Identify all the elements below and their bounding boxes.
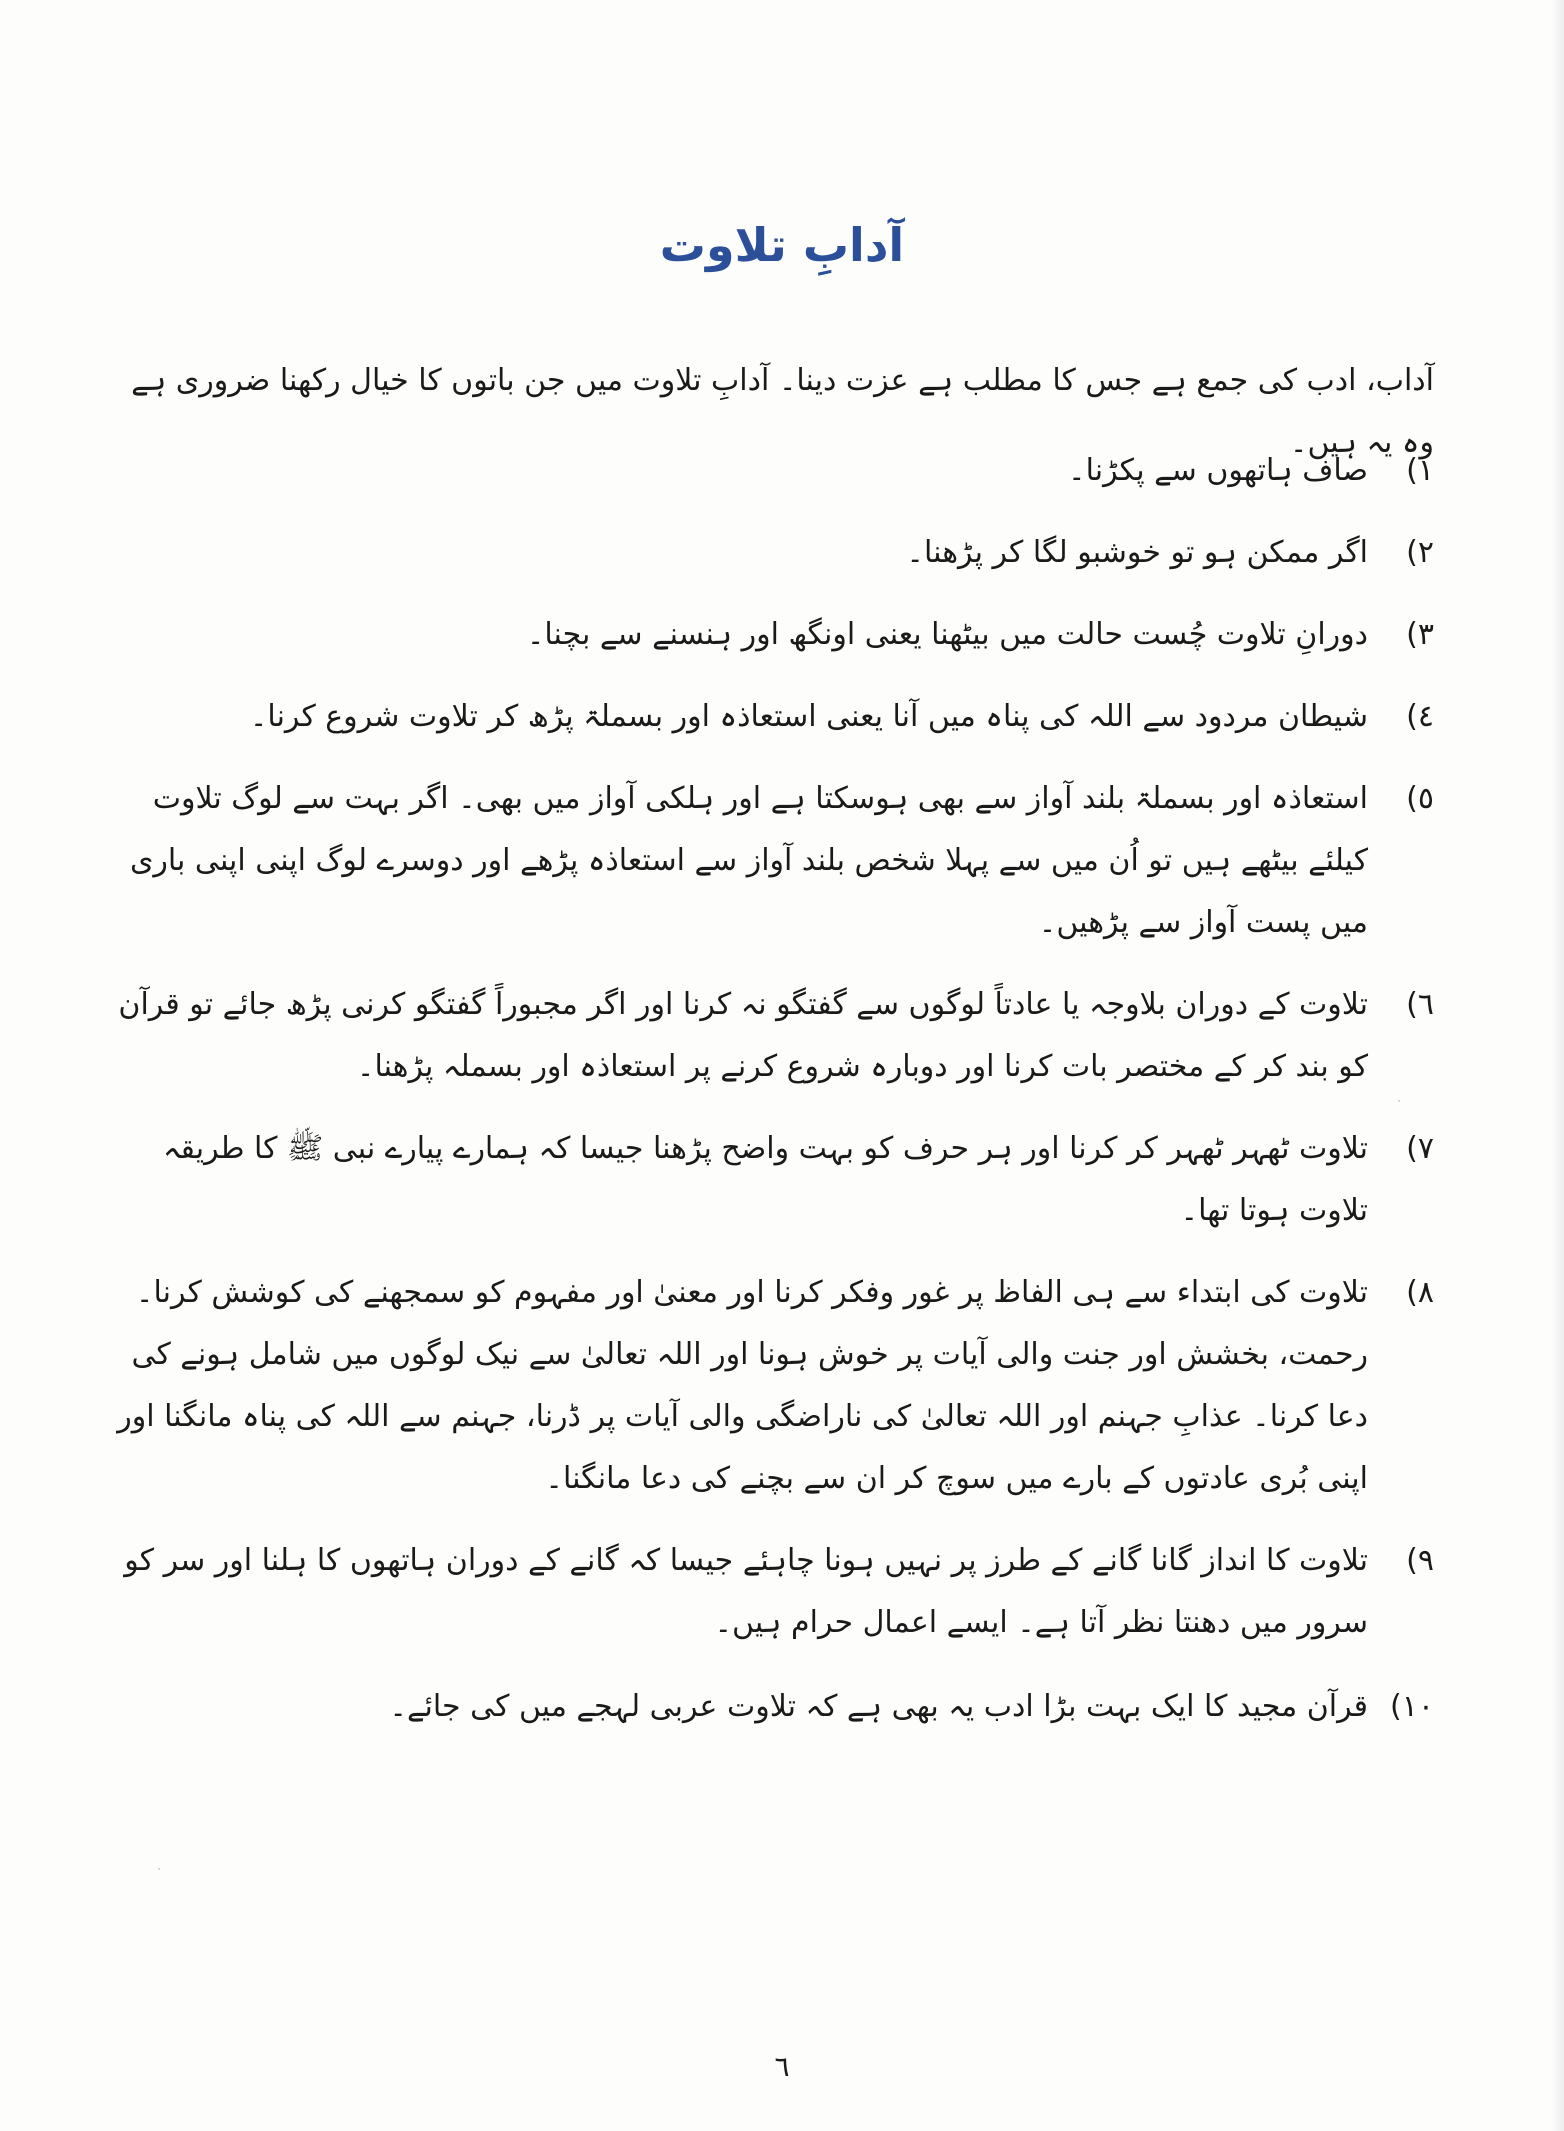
- list-item-number: ٢): [1406, 535, 1434, 570]
- list-item-number: ٣): [1406, 617, 1434, 652]
- page-edge-shadow: [1552, 0, 1564, 2131]
- page-title: آدابِ تلاوت: [659, 218, 905, 272]
- list-item: [94, 440, 1434, 502]
- intro-paragraph: آداب، ادب کی جمع ہے جس کا مطلب ہے عزت دینا۔ آدابِ تلاوت میں جن باتوں کا خیال رکھنا ضروری ہے وہ یہ ہیں۔: [131, 363, 1434, 460]
- list-item-text: صاف ہاتھوں سے پکڑنا۔: [1068, 453, 1368, 488]
- list-item: [94, 1676, 1434, 1738]
- list-item-number: ٧): [1406, 1131, 1434, 1166]
- page-number: ٦: [774, 2050, 790, 2083]
- list-item-text: اگر ممکن ہو تو خوشبو لگا کر پڑھنا۔: [906, 535, 1368, 570]
- list-item: [94, 1262, 1434, 1510]
- list-item-text: تلاوت کا انداز گانا گانے کے طرز پر نہیں ہونا چاہئے جیسا کہ گانے کے دوران ہاتھوں کا ہلنا اور سر کو سرور میں دھنتا نظر آتا ہے۔ ایسے اعمال حرام ہیں۔: [124, 1543, 1368, 1640]
- etiquette-list: [94, 440, 1434, 1760]
- list-item: [94, 522, 1434, 584]
- list-item-text: تلاوت کے دوران بلاوجہ یا عادتاً لوگوں سے گفتگو نہ کرنا اور اگر مجبوراً گفتگو کرنی پڑھ جائے تو قرآن کو بند کر کے مختصر بات کرنا اور دوبارہ شروع کرنے پر استعاذہ اور بسملہ پڑھنا۔: [118, 987, 1368, 1084]
- list-item-text: تلاوت کی ابتداء سے ہی الفاظ پر غور وفکر کرنا اور معنیٰ اور مفہوم کو سمجھنے کی کوشش کرنا۔ رحمت، بخشش اور جنت والی آیات پر خوش ہونا اور اللہ تعالیٰ سے نیک لوگوں میں شامل ہونے کی دعا کرنا۔ عذابِ جہنم اور اللہ تعالیٰ کی ناراضگی والی آیات پر ڈرنا، جہنم سے اللہ کی پناہ مانگنا اور اپنی بُری عادتوں کے بارے میں سوچ کر ان سے بچنے کی دعا مانگنا۔: [117, 1275, 1368, 1496]
- list-item-text: استعاذہ اور بسملۃ بلند آواز سے بھی ہوسکتا ہے اور ہلکی آواز میں بھی۔ اگر بہت سے لوگ تلاوت کیلئے بیٹھے ہیں تو اُن میں سے پہلا شخص بلند آواز سے استعاذہ پڑھے اور دوسرے لوگ اپنی اپنی باری میں پست آواز سے پڑھیں۔: [129, 781, 1368, 940]
- list-item-number: ٥): [1406, 781, 1434, 816]
- list-item-number: ١٠): [1390, 1689, 1434, 1724]
- list-item-number: ٤): [1406, 699, 1434, 734]
- list-item: [94, 1530, 1434, 1654]
- list-item-number: ٩): [1406, 1543, 1434, 1578]
- list-item: [94, 604, 1434, 666]
- list-item: [94, 686, 1434, 748]
- paper-speck: [158, 1868, 160, 1870]
- list-item-number: ٨): [1406, 1275, 1434, 1310]
- list-item-text: دورانِ تلاوت چُست حالت میں بیٹھنا یعنی اونگھ اور ہنسنے سے بچنا۔: [526, 617, 1368, 652]
- list-item-number: ٦): [1406, 987, 1434, 1022]
- list-item: [94, 974, 1434, 1098]
- list-item-text: شیطان مردود سے اللہ کی پناہ میں آنا یعنی استعاذہ اور بسملۃ پڑھ کر تلاوت شروع کرنا۔: [249, 699, 1368, 734]
- list-item-text: قرآن مجید کا ایک بہت بڑا ادب یہ بھی ہے کہ تلاوت عربی لہجے میں کی جائے۔: [389, 1689, 1368, 1724]
- list-item-text: تلاوت ٹھہر ٹھہر کر کرنا اور ہر حرف کو بہت واضح پڑھنا جیسا کہ ہمارے پیارے نبی ﷺ کا طریقہ تلاوت ہوتا تھا۔: [162, 1131, 1368, 1228]
- list-item: [94, 768, 1434, 954]
- list-item: [94, 1118, 1434, 1242]
- paper-speck: [1398, 1100, 1400, 1102]
- list-item-number: ١): [1406, 453, 1434, 488]
